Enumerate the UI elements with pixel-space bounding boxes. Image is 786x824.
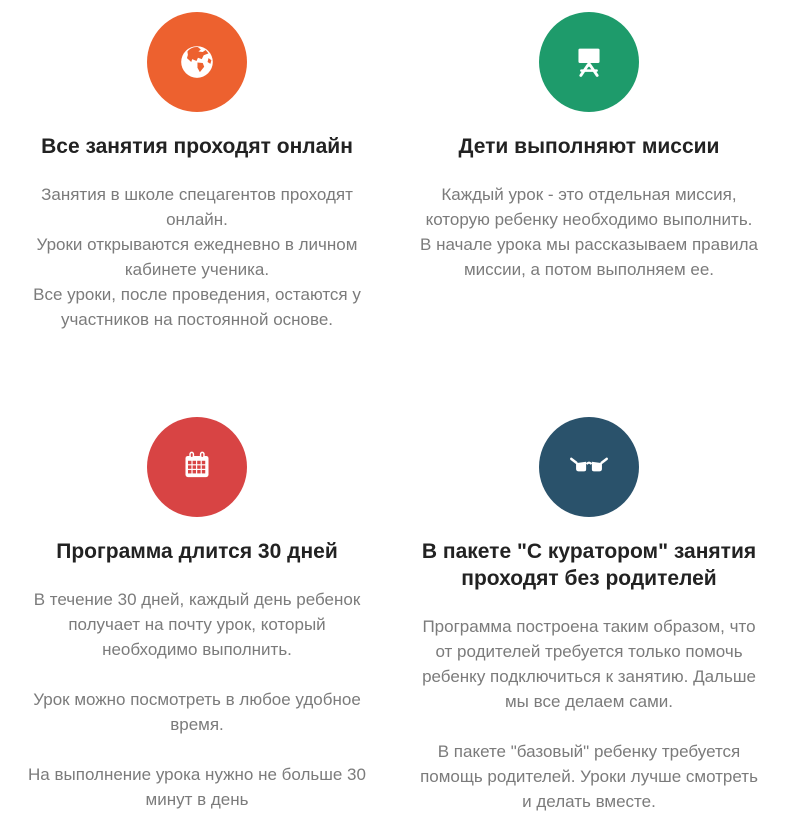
feature-paragraph: Урок можно посмотреть в любое удобное время.: [33, 690, 361, 734]
feature-title: В пакете "С куратором" занятия проходят без родителей: [421, 540, 757, 590]
feature-paragraph: Занятия в школе спецагентов проходят онлайн.: [41, 185, 353, 229]
chalkboard-icon: [566, 39, 612, 85]
feature-paragraph: Уроки открываются ежедневно в личном кабинете ученика.: [36, 235, 358, 279]
feature-icon-circle: [539, 12, 639, 112]
feature-paragraph: В течение 30 дней, каждый день ребенок получает на почту урок, который необходимо выполнить.: [33, 590, 361, 659]
feature-title: Дети выполняют миссии: [458, 135, 720, 158]
calendar-icon: [174, 444, 220, 490]
feature-title: Программа длится 30 дней: [56, 540, 338, 563]
globe-icon: [174, 39, 220, 85]
feature-card-program-duration: [27, 417, 367, 814]
feature-card-missions: [419, 12, 759, 332]
feature-icon-circle: [147, 417, 247, 517]
feature-paragraph: В пакете "базовый" ребенку требуется помощь родителей. Уроки лучше смотреть и делать вместе.: [420, 742, 758, 811]
feature-text: [419, 614, 759, 814]
feature-card-curator-package: [419, 417, 759, 814]
feature-paragraph: На выполнение урока нужно не больше 30 минут в день: [28, 765, 366, 809]
feature-text: [27, 182, 367, 332]
feature-paragraph: В начале урока мы рассказываем правила миссии, а потом выполняем ее.: [420, 235, 758, 279]
glasses-icon: [566, 444, 612, 490]
feature-icon-circle: [147, 12, 247, 112]
feature-title: Все занятия проходят онлайн: [41, 135, 353, 158]
feature-text: [419, 182, 759, 282]
feature-text: [27, 587, 367, 812]
feature-paragraph: Каждый урок - это отдельная миссия, которую ребенку необходимо выполнить.: [425, 185, 753, 229]
feature-paragraph: Программа построена таким образом, что от родителей требуется только помочь ребенку подключиться к занятию. Дальше мы все делаем сами.: [422, 617, 756, 711]
feature-paragraph: Все уроки, после проведения, остаются у участников на постоянной основе.: [33, 285, 361, 329]
feature-icon-circle: [539, 417, 639, 517]
feature-card-online: [27, 12, 367, 332]
